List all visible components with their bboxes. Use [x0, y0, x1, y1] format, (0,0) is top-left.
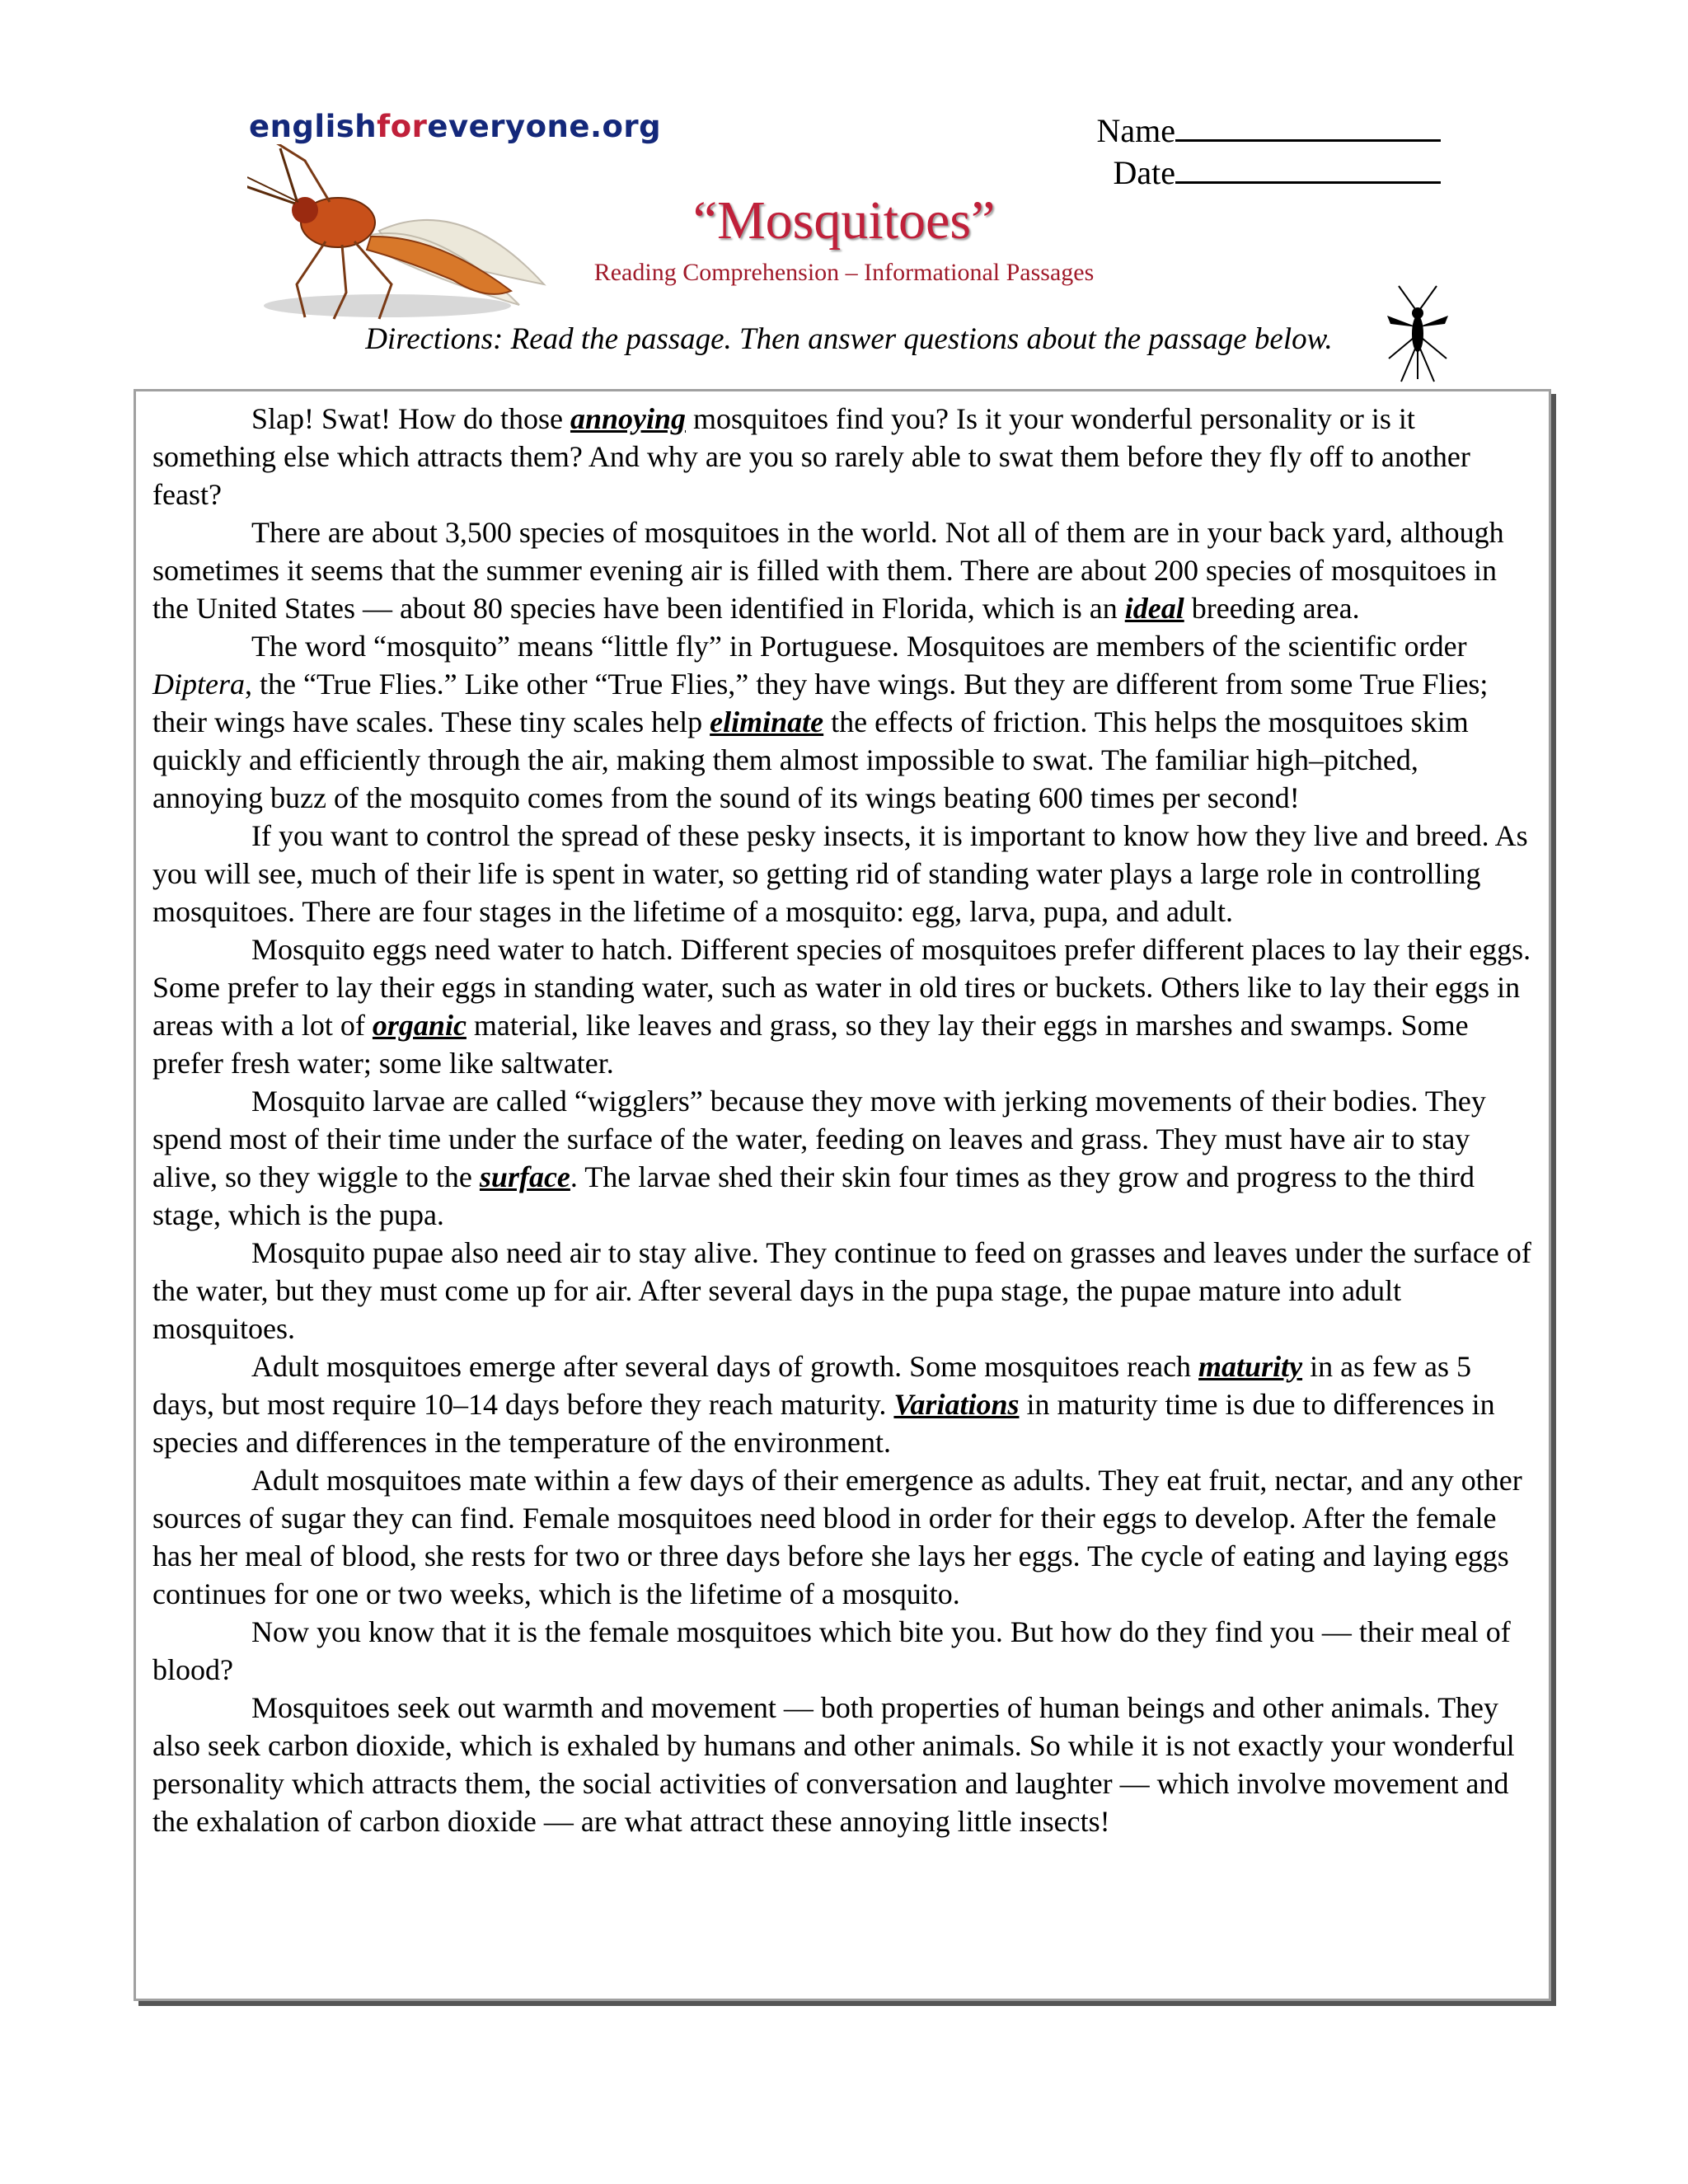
name-blank[interactable] [1175, 110, 1441, 142]
directions-text: Directions: Read the passage. Then answer questions about the passage below. [365, 322, 1333, 356]
text-run: The word “mosquito” means “little fly” in Portuguese. Mosquitoes are members of the scientific order [251, 630, 1467, 663]
text-run: . The larvae shed their skin four times as they grow and progress to the third stage, which is the pupa. [152, 1160, 1475, 1231]
italic-term: Diptera [152, 668, 245, 701]
passage-box [134, 389, 1551, 2001]
vocab-word: ideal [1124, 592, 1184, 625]
text-run: mosquitoes find you? Is it your wonderful personality or is it something else which attracts them? And why are you so rarely able to swat them before they fly off to another feast? [152, 402, 1470, 511]
name-label: Name [1096, 112, 1175, 149]
page-title: “Mosquitoes” [692, 190, 996, 251]
paragraph-4 [152, 817, 1532, 930]
vocab-word: Variations [893, 1388, 1020, 1421]
paragraph-1 [152, 400, 1532, 513]
mosquito-icon [1381, 284, 1455, 383]
text-run: breeding area. [1184, 592, 1360, 625]
text-run: Mosquito eggs need water to hatch. Different species of mosquitoes prefer different places to lay their eggs. Some prefer to lay their eggs in standing water, such as water in old tires or buckets. Others like to lay their eggs in areas with a lot of [152, 933, 1531, 1042]
text-run: Now you know that it is the female mosquitoes which bite you. But how do they find you — their meal of blood? [152, 1615, 1511, 1686]
date-blank[interactable] [1175, 152, 1441, 184]
paragraph-6 [152, 1082, 1532, 1234]
text-run: material, like leaves and grass, so they lay their eggs in marshes and swamps. Some prefer fresh water; some like saltwater. [152, 1009, 1469, 1080]
text-run: Mosquitoes seek out warmth and movement — both properties of human beings and other animals. They also seek carbon dioxide, which is exhaled by humans and other animals. So while it is not exactly your wonderful personality which attracts them, the social activities of conversation and laughter — which involve movement and the exhalation of carbon dioxide — are what attract these annoying little insects! [152, 1691, 1515, 1838]
text-run: Adult mosquitoes mate within a few days of their emergence as adults. They eat fruit, nectar, and any other sources of sugar they can find. Female mosquitoes need blood in order for their eggs to develop. After the female has her meal of blood, she rests for two or three days before she lays her eggs. The cycle of eating and laying eggs continues for one or two weeks, which is the lifetime of a mosquito. [152, 1464, 1522, 1610]
page-subtitle: Reading Comprehension – Informational Passages [593, 259, 1095, 286]
vocab-word: surface [479, 1160, 570, 1193]
text-run: Slap! Swat! How do those [251, 402, 570, 435]
text-run: Adult mosquitoes emerge after several days of growth. Some mosquitoes reach [251, 1350, 1199, 1383]
site-name-pre: english [249, 109, 377, 144]
date-label: Date [1113, 154, 1175, 191]
text-run: , the “True Flies.” Like other “True Flies,” they have wings. But they are different from some True Flies; their wings have scales. These tiny scales help [152, 668, 1489, 738]
text-run: Mosquito larvae are called “wigglers” because they move with jerking movements of their bodies. They spend most of their time under the surface of the water, feeding on leaves and grass. They must have air to stay alive, so they wiggle to the [152, 1085, 1486, 1193]
vocab-word: eliminate [710, 705, 824, 738]
text-run: in maturity time is due to differences in species and differences in the temperature of the environment. [152, 1388, 1495, 1459]
paragraph-11 [152, 1689, 1532, 1840]
paragraph-5 [152, 930, 1532, 1082]
paragraph-2 [152, 513, 1532, 627]
text-run: Mosquito pupae also need air to stay alive. They continue to feed on grasses and leaves under the surface of the water, but they must come up for air. After several days in the pupa stage, the pupae mature into adult mosquitoes. [152, 1236, 1531, 1345]
vocab-word: maturity [1198, 1350, 1303, 1383]
vocab-word: organic [372, 1009, 467, 1042]
paragraph-7 [152, 1234, 1532, 1347]
paragraph-10 [152, 1613, 1532, 1689]
text-run: There are about 3,500 species of mosquitoes in the world. Not all of them are in your back yard, although sometimes it seems that the summer evening air is filled with them. There are about 200 species of mosquitoes in the United States — about 80 species have been identified in Florida, which is an [152, 516, 1504, 625]
vocab-word: annoying [570, 402, 687, 435]
paragraph-9 [152, 1461, 1532, 1613]
site-name-post: everyone.org [427, 109, 662, 144]
text-run: in as few as 5 days, but most require 10–14 days before they reach maturity. [152, 1350, 1472, 1421]
text-run: If you want to control the spread of these pesky insects, it is important to know how they live and breed. As you will see, much of their life is spent in water, so getting rid of standing water plays a large role in controlling mosquitoes. There are four stages in the lifetime of a mosquito: egg, larva, pupa, and adult. [152, 819, 1528, 928]
site-logo-text [249, 109, 661, 144]
paragraph-3 [152, 627, 1532, 817]
site-name-mid: for [377, 109, 428, 144]
text-run: the effects of friction. This helps the mosquitoes skim quickly and efficiently through the air, making them almost impossible to swat. The familiar high–pitched, annoying buzz of the mosquito comes from the sound of its wings beating 600 times per second! [152, 705, 1469, 814]
name-date-fields [1096, 110, 1441, 194]
paragraph-8 [152, 1347, 1532, 1461]
